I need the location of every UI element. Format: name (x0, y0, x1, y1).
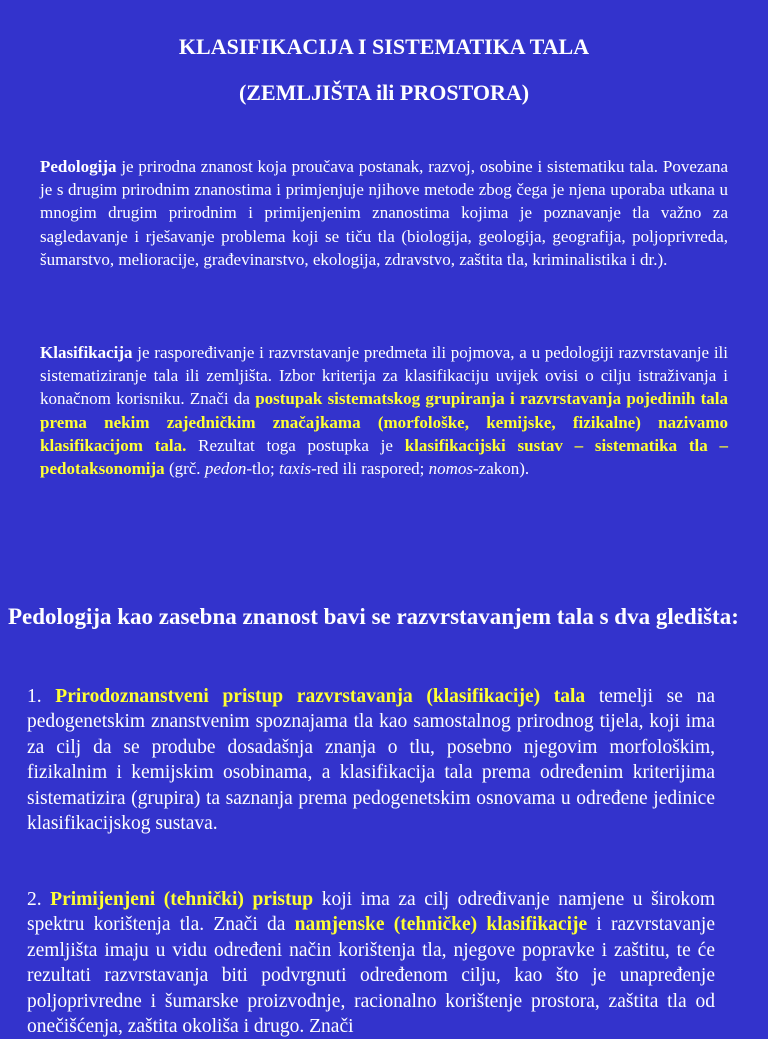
pedologija-term: Pedologija (40, 157, 117, 176)
page-title: KLASIFIKACIJA I SISTEMATIKA TALA (178, 34, 590, 59)
pedon-term: pedon (204, 459, 247, 479)
list-item-highlight: Primijenjeni (tehnički) pristup (50, 889, 314, 910)
klasifikacija-text-4: -tlo; (246, 459, 279, 479)
klasifikacija-paragraph (40, 341, 728, 480)
list-item-number: 2. (27, 889, 51, 910)
klasifikacija-text-3: (grč. (164, 459, 205, 479)
taxis-term: taxis (278, 459, 312, 479)
klasifikacija-highlight-1: postupak sistematskog grupiranja i razvrstavanja pojedinih tala prema nekim zajedničkim značajkama (morfološke, kemijske, fizikalne) nazivamo klasifikacijom tala. (40, 389, 728, 455)
page-subtitle: (ZEMLJIŠTA ili PROSTORA) (238, 80, 530, 105)
pedologija-paragraph (40, 155, 728, 271)
klasifikacija-highlight-2: klasifikacijski sustav – sistematika tla – pedotaksonomija (40, 435, 728, 479)
section-heading: Pedologija kao zasebna znanost bavi se razvrstavanjem tala s dva gledišta: (8, 604, 739, 629)
klasifikacija-term: Klasifikacija (40, 343, 133, 362)
list-item-text: temelji se na pedogenetskim znanstvenim spoznajama tla kao samostalnog prirodnog tijela, koji ima za cilj da se prodube dosadašnja znanja o tlu, posebno njegovim morfološkim, fizikalnim i kemijskim osobinama, a klasifikacija tala prema određenim kriterijima sistematizira (grupira) ta saznanja prema pedogenetskim osnovama u određene jedinice klasifikacijskog sustava. (27, 686, 715, 835)
pedologija-text: je prirodna znanost koja proučava postanak, razvoj, osobine i sistematiku tala. Povezana je s drugim prirodnim znanostima i primjenjuje njihove metode zbog čega je njena uporaba utkana u mnogim drugim prirodnim i primijenjenim znanostima kojima je poznavanje tla važno za sagledavanje i rješavanje problema koji se tiču tla (biologija, geologija, geografija, poljoprivreda, šumarstvo, melioracije, građevinarstvo, ekologija, zdravstvo, zaštita tla, kriminalistika i dr.). (40, 157, 728, 269)
klasifikacija-text-2: Rezultat toga postupka je (186, 435, 405, 455)
list-item-highlight: Prirodoznanstveni pristup razvrstavanja (klasifikacije) tala (55, 686, 586, 707)
list-item-1 (27, 684, 715, 836)
list-item-highlight-2: namjenske (tehničke) klasifikacije (294, 914, 588, 936)
klasifikacija-text-5: -red ili raspored; (311, 459, 429, 479)
list-item-text: koji ima za cilj određivanje namjene u širokom spektru korištenja tla. Znači da (27, 889, 716, 936)
list-item-2 (27, 887, 715, 1039)
list-item-number: 1. (27, 686, 56, 707)
nomos-term: nomos (428, 459, 474, 479)
klasifikacija-text-6: -zakon). (473, 459, 530, 479)
klasifikacija-text-1: je raspoređivanje i razvrstavanje predmeta ili pojmova, a u pedologiji razvrstavanje ili sistematiziranje tala ili zemljišta. Izbor kriterija za klasifikaciju uvijek ovisi o cilju istraživanja i konačnom korisniku. Znači da (40, 343, 728, 409)
list-item-text-2: i razvrstavanje zemljišta imaju u vidu određeni način korištenja tla, njegove popravke i zaštitu, te će rezultati razvrstavanja biti podvrgnuti određenom cilju, kao što je unapređenje poljoprivredne i šumarske proizvodnje, racionalno korištenje prostora, zaštita tla od onečišćenja, zaštita okoliša i drugo. Znači (27, 914, 715, 1038)
